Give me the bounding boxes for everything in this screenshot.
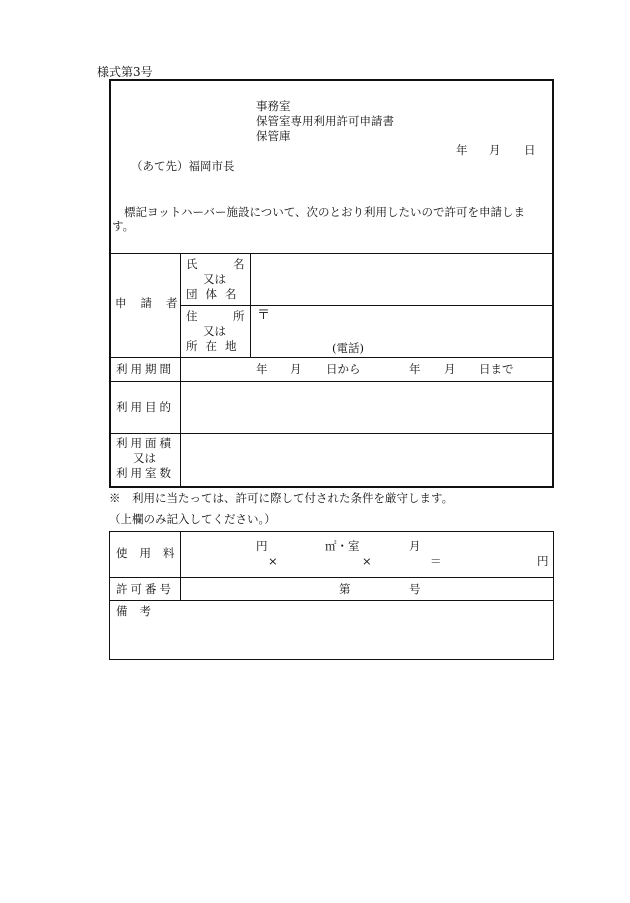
period-from-year: 年	[256, 362, 268, 376]
form-number: 様式第3号	[97, 65, 153, 79]
remarks-label: 備考	[116, 604, 163, 618]
title-line-storage-room: 保管室専用利用許可申請書	[256, 114, 394, 128]
table-top-line	[110, 253, 553, 254]
fee-times-1: ×	[268, 554, 278, 568]
period-to-year: 年	[409, 362, 421, 376]
fee-equals: ＝	[430, 554, 442, 568]
label-column-divider	[180, 253, 181, 486]
address-label-ju: 住	[186, 309, 198, 323]
area-label-3: 利用室数	[116, 466, 174, 480]
title-line-storage: 保管庫	[256, 129, 291, 143]
conditions-note: ※ 利用に当たっては、許可に際して付された条件を厳守します。	[109, 491, 454, 505]
period-label: 利用期間	[116, 362, 174, 376]
applicant-label	[115, 296, 192, 310]
purpose-label: 利用目的	[116, 400, 174, 414]
area-label-2: 又は	[133, 451, 156, 465]
period-top-line	[110, 357, 553, 358]
applicant-sublabel-divider	[250, 253, 251, 357]
period-to-day: 日まで	[479, 362, 514, 376]
purpose-top-line	[110, 381, 553, 382]
permit-label: 許可番号	[116, 582, 174, 596]
address-label-location: 所在地	[186, 339, 245, 353]
fee-yen-2: 円	[537, 554, 549, 568]
application-frame	[109, 79, 554, 488]
instruction-note: （上欄のみ記入してください。）	[109, 512, 276, 526]
area-label-1: 利用面積	[116, 436, 174, 450]
address-label-sho: 所	[233, 309, 245, 323]
name-address-divider	[180, 305, 553, 306]
period-to-month: 月	[444, 362, 456, 376]
intro-line-1: 標記ヨットハーバー施設について、次のとおり利用したいので許可を申請しま	[124, 205, 526, 219]
name-label-group: 団体名	[186, 287, 245, 301]
postal-mark: 〒	[257, 308, 271, 323]
address-label-or: 又は	[203, 324, 226, 338]
addressee: （あて先）福岡市長	[131, 159, 235, 173]
fee-bottom-line	[110, 577, 553, 578]
permit-dai: 第	[339, 582, 351, 596]
fee-unit: ㎡・室	[325, 539, 360, 553]
fee-month: 月	[409, 539, 421, 553]
name-label-or: 又は	[203, 272, 226, 286]
fee-label: 使用料	[116, 546, 187, 560]
period-from-day: 日から	[326, 362, 361, 376]
phone-label: (電話)	[332, 341, 364, 355]
office-label-divider	[180, 531, 181, 600]
fee-yen-1: 円	[256, 539, 268, 553]
name-label-mei: 名	[233, 257, 245, 271]
date-day: 日	[524, 143, 536, 157]
intro-line-2: す。	[112, 219, 135, 233]
fee-times-2: ×	[362, 554, 372, 568]
permit-go: 号	[409, 582, 421, 596]
title-line-office: 事務室	[256, 99, 291, 113]
date-month: 月	[489, 143, 501, 157]
area-top-line	[110, 433, 553, 434]
permit-bottom-line	[110, 600, 553, 601]
applicant-label-text: 申請者	[115, 296, 192, 310]
period-from-month: 月	[290, 362, 302, 376]
name-label-shi: 氏	[186, 257, 198, 271]
date-year: 年	[456, 143, 468, 157]
